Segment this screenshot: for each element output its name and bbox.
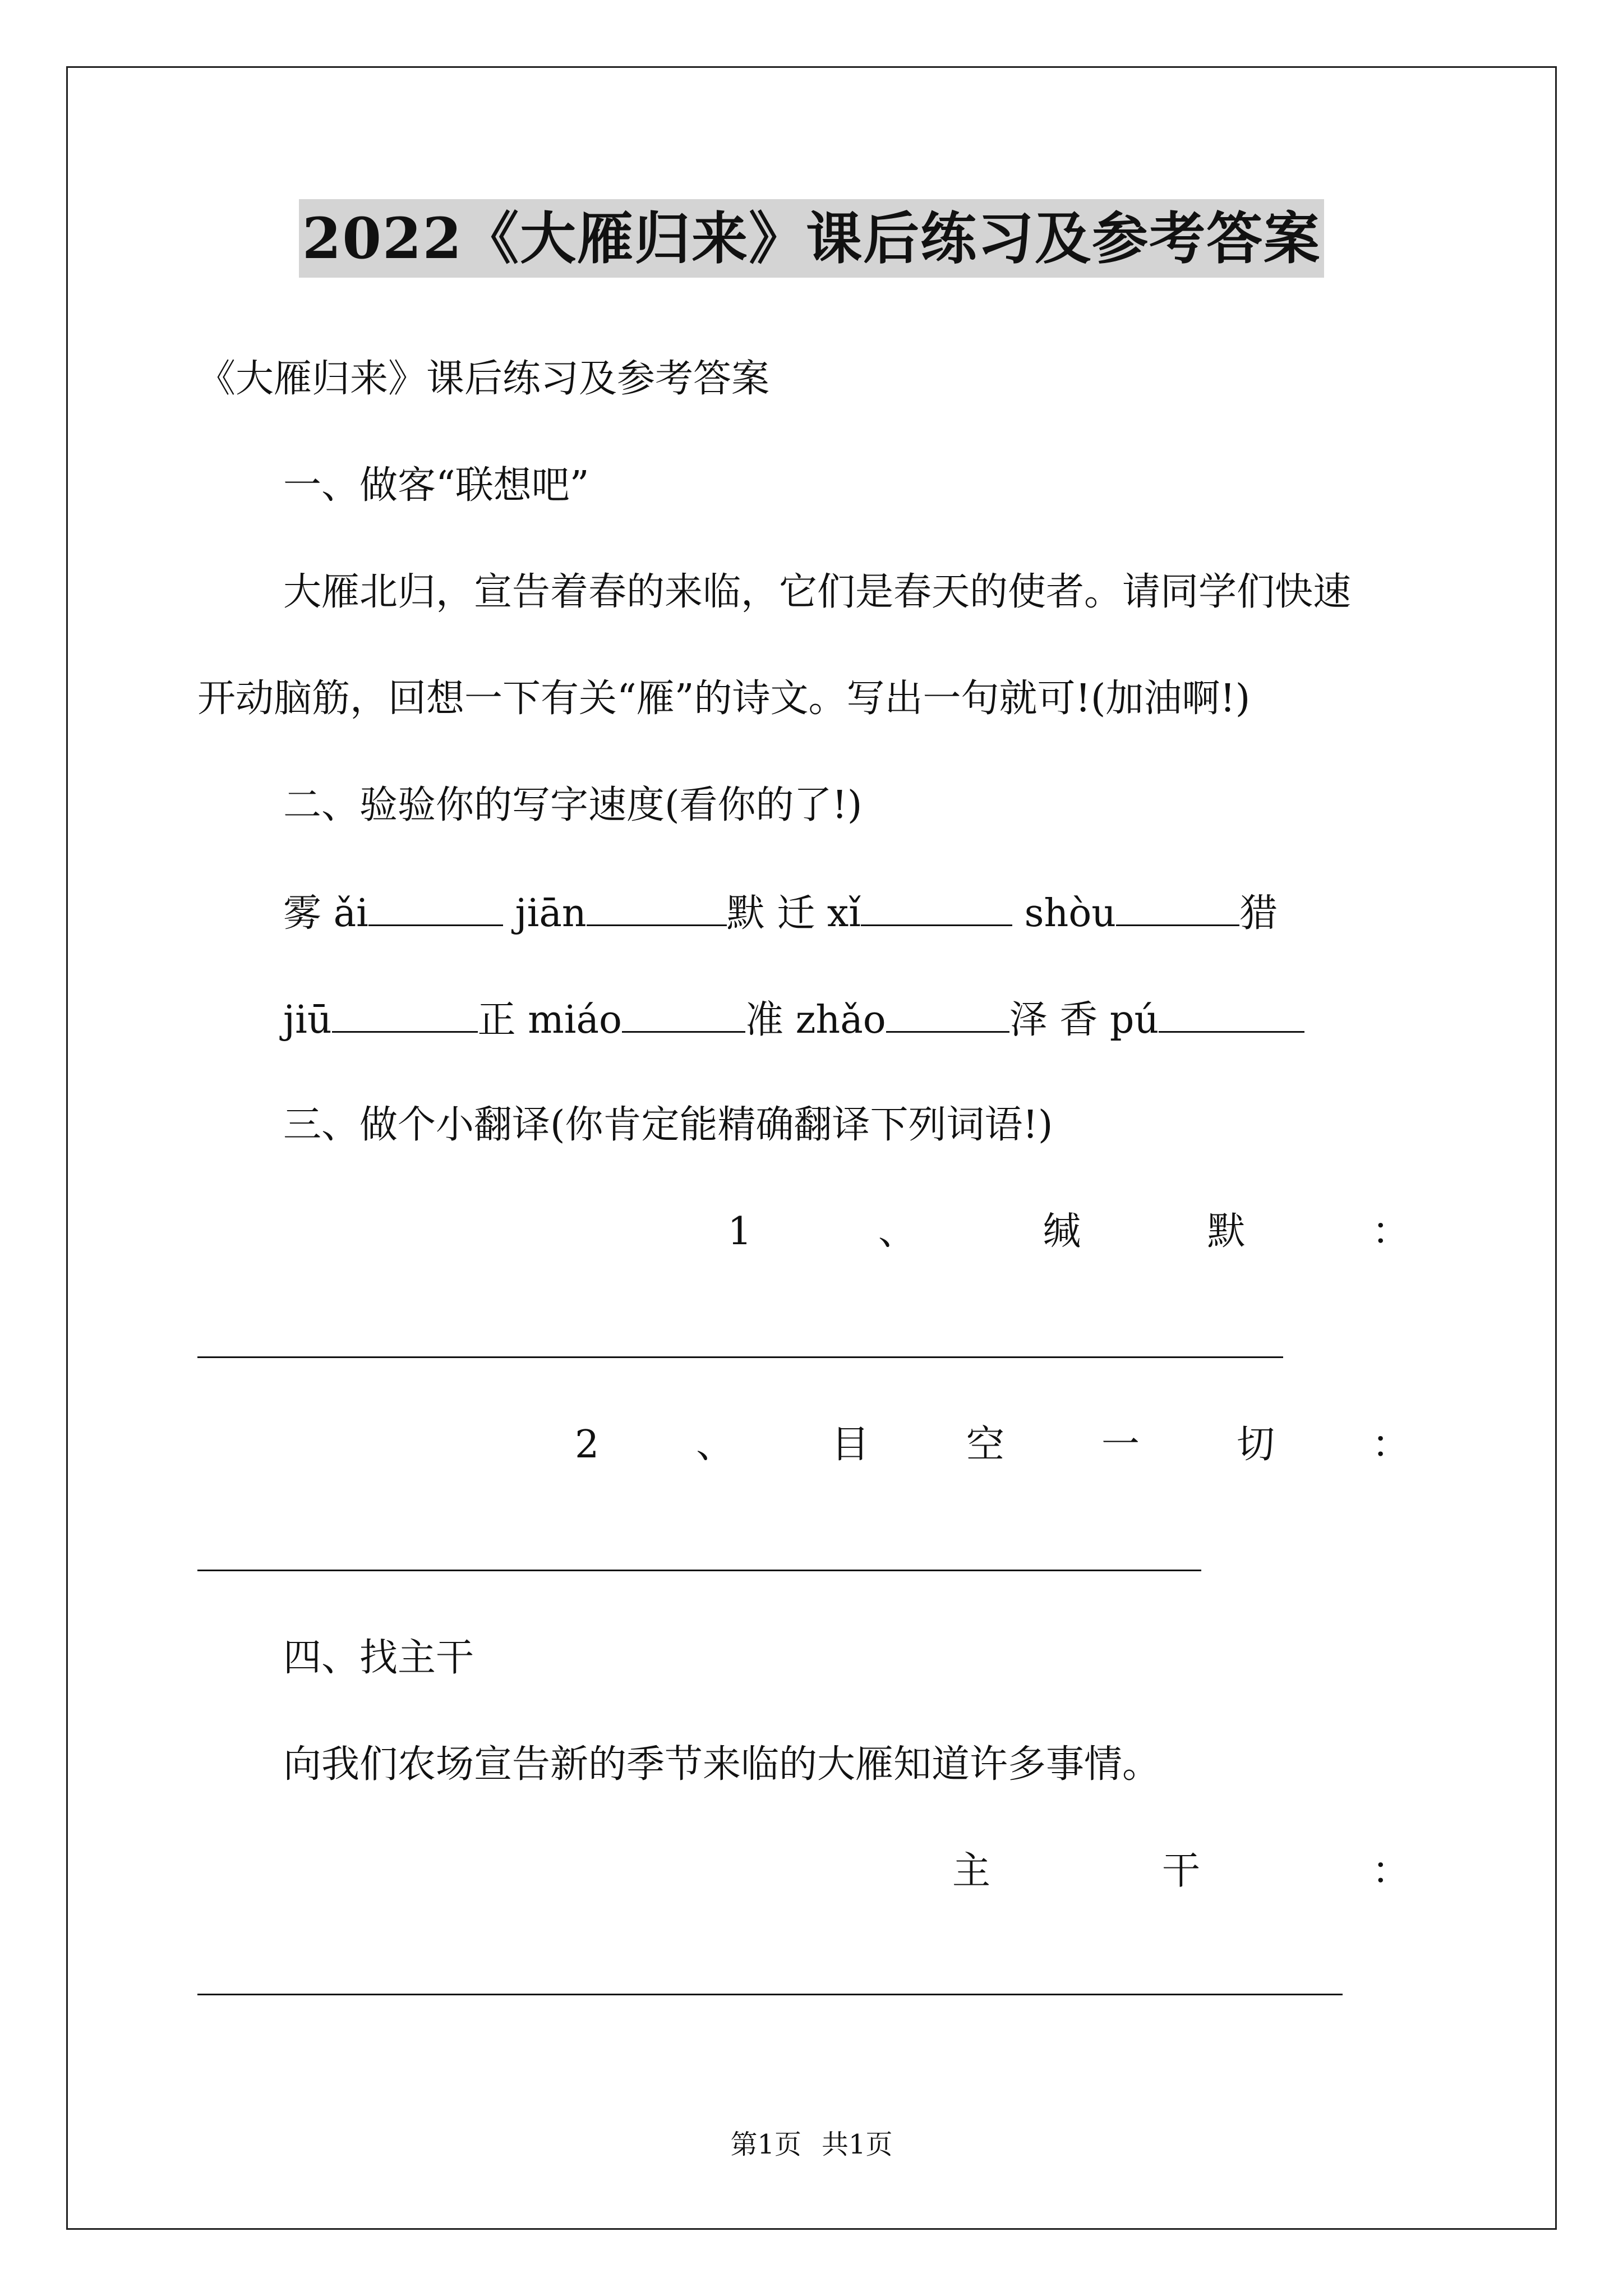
item-number: 2 — [574, 1423, 600, 1467]
answer-line-3[interactable] — [197, 1994, 1343, 1995]
section1-heading: 一、做客“联想吧” — [283, 463, 589, 508]
answer-blank[interactable] — [861, 890, 1012, 926]
pinyin-row-2 — [283, 996, 1304, 1043]
section1-paragraph-line2: 开动脑筋，回想一下有关“雁”的诗文。写出一句就可!(加油啊!) — [197, 677, 1251, 721]
pinyin-item: 正 miáo — [477, 998, 622, 1042]
pinyin-item: 雾 ǎi — [283, 891, 368, 936]
section1-paragraph-line1: 大雁北归，宣告着春的来临，它们是春天的使者。请同学们快速 — [283, 570, 1352, 614]
label-char: 干 — [1161, 1849, 1200, 1893]
answer-blank[interactable] — [368, 890, 503, 926]
translate-item-1 — [197, 1209, 1410, 1254]
label-char: 主 — [952, 1849, 990, 1893]
page-footer — [0, 2129, 1623, 2160]
pinyin-item: 泽 香 pú — [1009, 998, 1159, 1042]
answer-line-1[interactable] — [197, 1356, 1283, 1358]
document-title: 2022《大雁归来》课后练习及参考答案 — [299, 199, 1324, 278]
item-char: 空 — [966, 1423, 1005, 1467]
pinyin-item: 默 迁 xǐ — [726, 891, 861, 936]
answer-blank[interactable] — [332, 996, 478, 1033]
item-number: 1 — [727, 1209, 752, 1254]
item-colon: ： — [1371, 1209, 1410, 1254]
item-char: 默 — [1207, 1209, 1246, 1254]
answer-blank[interactable] — [622, 996, 745, 1033]
answer-blank[interactable] — [1116, 890, 1239, 926]
translate-item-2 — [197, 1423, 1410, 1467]
pinyin-item: jiū — [283, 998, 332, 1042]
document-subtitle: 《大雁归来》课后练习及参考答案 — [197, 357, 770, 401]
pinyin-item: 猎 — [1239, 891, 1278, 936]
title-container — [0, 199, 1623, 278]
item-char: 一 — [1101, 1423, 1140, 1467]
page-total: 共1页 — [822, 2129, 893, 2160]
item-char: 目 — [831, 1423, 870, 1467]
item-char: 切 — [1236, 1423, 1275, 1467]
pinyin-item: jiān — [502, 891, 587, 936]
answer-blank[interactable] — [886, 996, 1009, 1033]
trunk-answer-label — [197, 1849, 1410, 1894]
label-colon: ： — [1371, 1849, 1410, 1893]
item-separator: 、 — [696, 1423, 735, 1467]
pinyin-item: 准 zhǎo — [745, 998, 886, 1042]
item-char: 缄 — [1043, 1209, 1081, 1254]
pinyin-row-1 — [283, 890, 1278, 936]
answer-blank[interactable] — [1159, 996, 1304, 1033]
page-number: 第1页 — [730, 2129, 801, 2160]
section2-heading: 二、验验你的写字速度(看你的了!) — [283, 783, 863, 827]
section4-heading: 四、找主干 — [283, 1636, 474, 1680]
answer-blank[interactable] — [587, 890, 727, 926]
section4-sentence: 向我们农场宣告新的季节来临的大雁知道许多事情。 — [283, 1742, 1161, 1787]
item-separator: 、 — [878, 1209, 916, 1254]
pinyin-item: shòu — [1012, 891, 1117, 936]
section3-heading: 三、做个小翻译(你肯定能精确翻译下列词语!) — [283, 1103, 1053, 1147]
item-colon: ： — [1371, 1423, 1410, 1467]
answer-line-2[interactable] — [197, 1570, 1201, 1571]
